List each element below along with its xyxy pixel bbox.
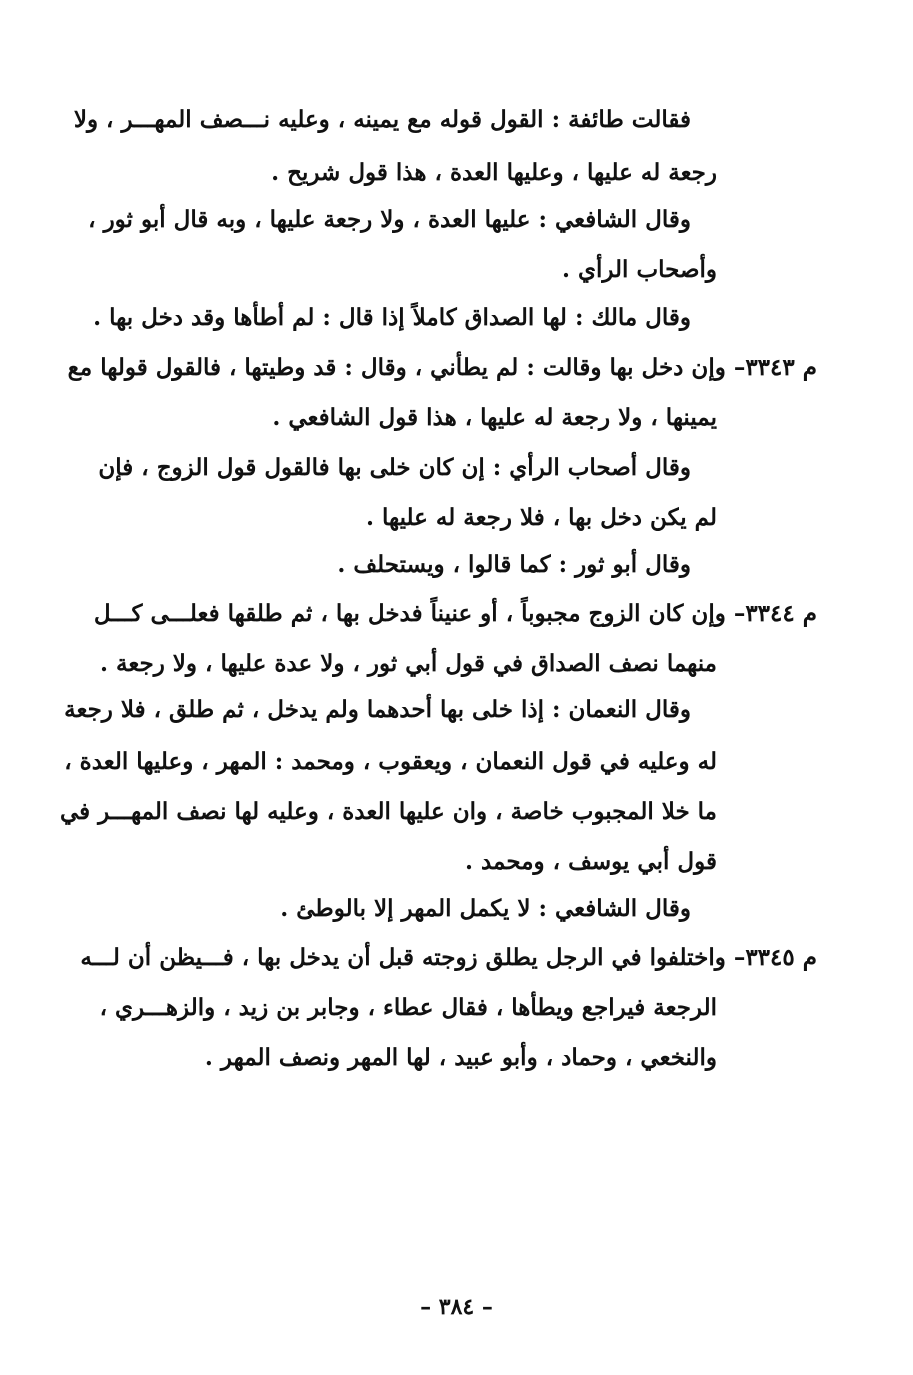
text-line: له وعليه في قول النعمان ، ويعقوب ، ومحمد : المهر ، وعليها العدة ، [64,748,717,775]
text-line: وقال أبو ثور : كما قالوا ، ويستحلف . [337,551,691,578]
text-line: فقالت طائفة : القول قوله مع يمينه ، وعليه نـــصف المهـــر ، ولا [73,106,691,133]
text-line: ما خلا المجبوب خاصة ، وان عليها العدة ، وعليه لها نصف المهـــر في [59,798,717,825]
text-line: والنخعي ، وحماد ، وأبو عبيد ، لها المهر ونصف المهر . [204,1044,717,1071]
text-line: رجعة له عليها ، وعليها العدة ، هذا قول شريح . [271,159,717,186]
text-line: الرجعة فيراجع ويطأها ، فقال عطاء ، وجابر بن زيد ، والزهـــري ، [99,994,717,1021]
text-line: لم يكن دخل بها ، فلا رجعة له عليها . [365,504,717,531]
text-line: وقال أصحاب الرأي : إن كان خلى بها فالقول قول الزوج ، فإن [98,454,691,481]
page-number: – ٣٨٤ – [420,1294,493,1320]
paragraph-3344: م ٣٣٤٤– وإن كان الزوج مجبوباً ، أو عنيناً فدخل بها ، ثم طلقها فعلـــى كـــل [93,600,817,627]
text-line: يمينها ، ولا رجعة له عليها ، هذا قول الشافعي . [272,404,717,431]
text-line: وقال الشافعي : عليها العدة ، ولا رجعة عليها ، وبه قال أبو ثور ، [88,206,691,233]
text-line: وقال مالك : لها الصداق كاملاً إذا قال : لم أطأها وقد دخل بها . [93,304,691,331]
text-line: وقال الشافعي : لا يكمل المهر إلا بالوطئ . [280,895,691,922]
text-line: قول أبي يوسف ، ومحمد . [464,848,717,875]
text-line: وأصحاب الرأي . [561,256,717,283]
paragraph-3343: م ٣٣٤٣– وإن دخل بها وقالت : لم يطأني ، وقال : قد وطيتها ، فالقول قولها مع [67,354,817,381]
text-line: وقال النعمان : إذا خلى بها أحدهما ولم يدخل ، ثم طلق ، فلا رجعة [64,696,691,723]
text-line: منهما نصف الصداق في قول أبي ثور ، ولا عدة عليها ، ولا رجعة . [100,650,717,677]
paragraph-3345: م ٣٣٤٥– واختلفوا في الرجل يطلق زوجته قبل أن يدخل بها ، فـــيظن أن لـــه [80,944,817,971]
